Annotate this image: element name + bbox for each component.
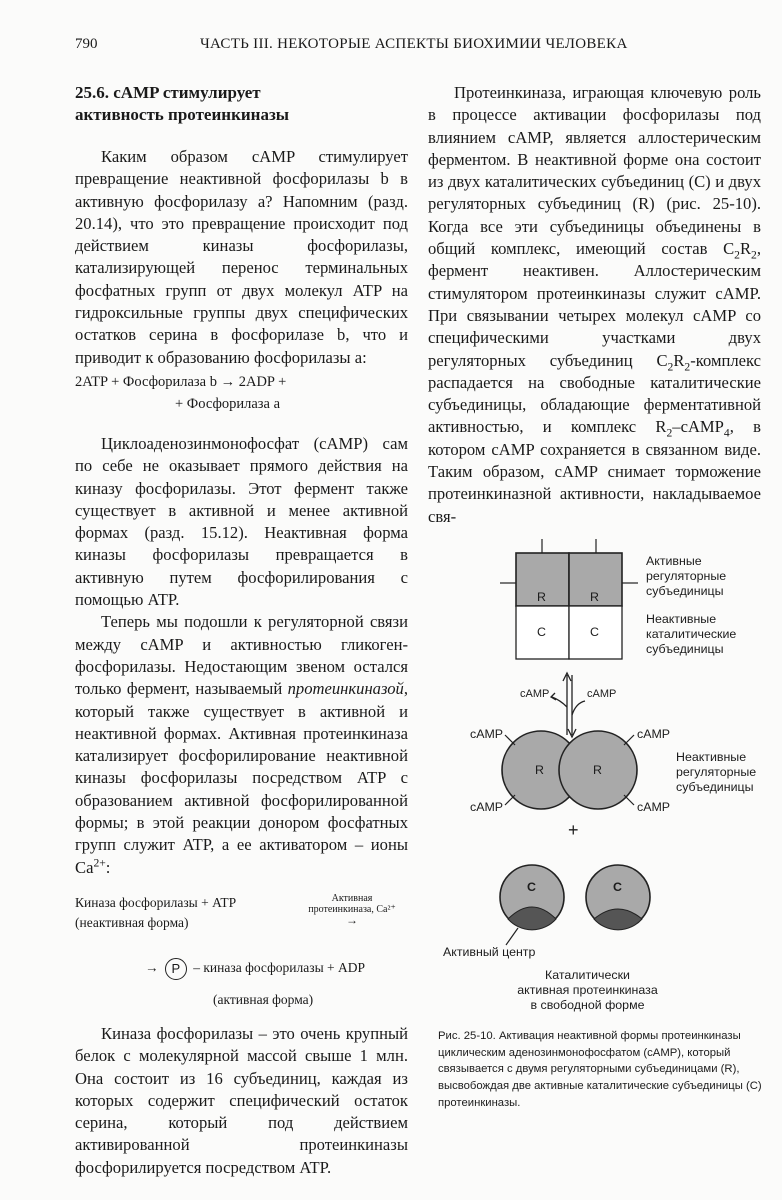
camp-site-label: cAMP [637,727,671,741]
label-line: Каталитически [545,968,630,982]
scheme-catalyst [297,893,407,926]
reaction-arrow: → [346,912,358,927]
camp-released-label: cAMP [520,688,550,700]
subscript: 2 [684,359,691,373]
heading-line-2: активность протеинкиназы [75,105,290,124]
subscript: 2 [666,426,673,440]
text-run: –cAMP [672,417,724,437]
r-label: R [593,763,602,777]
text-run: Теперь мы подошли к регуляторной связи между cAMP и активностью гликоген-фосфорилазы. Недостающим звеном остался только фермент, называемый [75,612,408,699]
text-run: , в котором cAMP сохраняется в связанном виде. Таким образом, cAMP снимает торможение протеинкиназной активности, накладываемое свя- [428,417,761,526]
label-line: Активные [646,554,702,568]
label-active-regulatory [646,554,726,599]
r-label: R [535,763,544,777]
label-line: регуляторные [676,765,757,779]
product-text: – киназа фосфорилазы + ADP [193,959,366,975]
text-run: -комплекс распадается на свободные каталитические субъединицы, обладающие ферментативной активностью, и комплекс R [428,350,761,437]
equation-line-2: + Фосфорилаза a [175,395,281,412]
label-line: каталитические [646,627,737,641]
figure-25-10 [420,535,770,1025]
figure-caption: Рис. 25-10. Активация неактивной формы протеинкиназы циклическим аденозинмонофосфатом (cAMP), который связывается с двумя регуляторными субъединицами (R), высвобождая две активные каталитические субъединицы (C) протеинкиназы. [438,1030,762,1109]
label-line: регуляторные [646,569,727,583]
label-inactive-catalytic [646,612,736,657]
label-line: в свободной форме [530,998,645,1012]
catalyst-line-1: Активная [331,892,373,904]
text-run: , который также существует в активной и неактивной формах. Активная протеинкиназа катализирует фосфорилирование неактивной киназы фосфорилазы посредством ATP с образованием активной фосфорилированной формы; в этой реакции донором фосфатных групп служит ATP, а ее активатором – ионы Ca [75,679,408,877]
section-heading [75,82,408,126]
scheme-reactant: Киназа фосфорилазы + ATP [75,894,237,910]
superscript: 2+ [93,856,106,870]
r-label: R [590,590,599,604]
subscript: 2 [734,248,740,262]
active-site-label: Активный центр [443,945,536,959]
text-run: , фермент неактивен. Аллостерическим стимулятором протеинкиназы служит cAMP. При связывании четырех молекул cAMP со специфическими участками двух регуляторных субъединиц C [428,239,761,370]
c-label: C [590,625,599,639]
label-line: субъединицы [646,642,724,656]
scheme-product [145,957,365,980]
equilibrium-arrows-icon [551,673,585,737]
r-dimer [502,731,637,809]
paragraph: Киназа фосфорилазы – это очень крупный белок с молекулярной массой свыше 1 млн. Она состоит из 16 субъединиц, каждая из которых содержит специфический остаток серина, который под действием активированной протеинкиназы фосфорилируется посредством ATP. [75,1023,408,1177]
subscript: 4 [723,426,730,440]
phosphate-circle-icon: P [165,958,187,980]
paragraph [75,611,408,879]
text-run: : [105,857,111,877]
camp-site-label: cAMP [470,727,504,741]
text-run: R [739,239,752,259]
label-line: субъединицы [676,780,754,794]
paragraph [428,82,761,528]
plus-sign: + [568,820,579,840]
c-label: C [613,880,622,894]
reaction-scheme-kinase [75,893,408,1023]
r-label: R [537,590,546,604]
label-line: Неактивные [676,750,747,764]
page-number: 790 [75,36,98,52]
camp-site-label: cAMP [637,800,671,814]
camp-bound-label: cAMP [587,688,617,700]
scheme-reactant-form: (неактивная форма) [75,914,189,930]
text-run: Протеинкиназа, играющая ключевую роль в процессе активации фосфорилазы под влиянием cAMP, является аллостерическим ферментом. В неактивной форме она состоит из двух каталитических субъединиц (C) и двух регуляторных субъединиц (R) (рис. 25-10). Когда все эти субъединицы объединены в общий комплекс, имеющий состав C [428,83,761,259]
product-arrow: → [145,959,159,975]
equation-phosphorylase [75,371,408,415]
heading-line-1: 25.6. cAMP стимулирует [75,83,261,102]
text-run: R [673,350,685,370]
c2r2-complex [500,539,638,659]
left-column [75,82,408,1179]
catalyst-line-2: протеинкиназа, Ca²⁺ [308,903,396,915]
camp-site-label: cAMP [470,800,504,814]
italic-term: протеинкиназой [287,679,404,699]
subscript: 2 [667,359,674,373]
label-free-catalytic [500,968,675,1013]
equation-line-1: 2ATP + Фосфорилаза b → 2ADP + [75,373,287,390]
label-line: активная протеинкиназа [517,983,658,997]
label-inactive-regulatory [676,750,756,795]
c-label: C [537,625,546,639]
subscript: 2 [751,248,757,262]
paragraph: Циклоаденозинмонофосфат (cAMP) сам по себе не оказывает прямого действия на киназу фосфорилазы. Этот фермент также существует в активной и менее активной формах (разд. 15.12). Неактивная форма киназы фосфорилазы превращается в активную путем фосфорилирования с помощью ATP. [75,433,408,610]
free-c-subunits [500,865,650,945]
right-column [428,82,761,528]
running-title: ЧАСТЬ III. НЕКОТОРЫЕ АСПЕКТЫ БИОХИМИИ ЧЕЛОВЕКА [200,36,628,52]
label-line: Неактивные [646,612,717,626]
scheme-product-form: (активная форма) [213,991,314,1007]
paragraph: Каким образом cAMP стимулирует превращение неактивной фосфорилазы b в активную фосфорилазу a? Напомним (разд. 20.14), что это превращение происходит под действием киназы фосфорилазы, катализирующей перенос терминальных фосфатных групп от двух молекул ATP на гидроксильные группы двух специфических остатков серина в фосфорилазе b, что и приводит к образованию фосфорилазы a: [75,147,408,367]
c-label: C [527,880,536,894]
label-line: субъединицы [646,584,724,598]
